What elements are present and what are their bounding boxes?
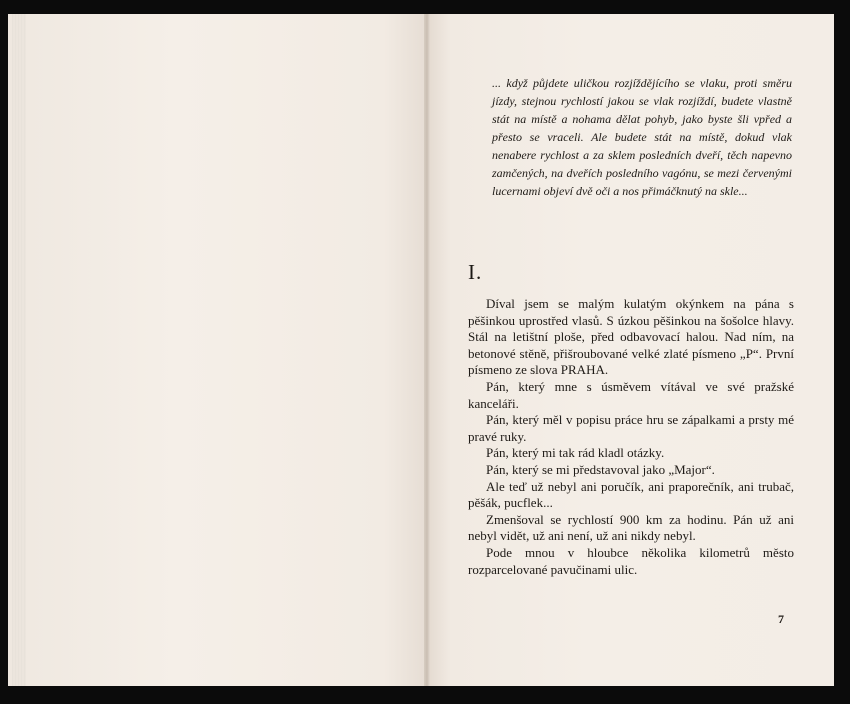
page-number: 7	[778, 612, 784, 626]
left-page	[8, 14, 426, 686]
paragraph: Ale teď už nebyl ani poručík, ani praporečník, ani trubač, pěšák, pucflek...	[468, 478, 794, 511]
paragraph: Zmenšoval se rychlostí 900 km za hodinu. Pán už ani nebyl vidět, už ani není, už ani nikdy nebyl.	[468, 511, 794, 544]
paragraph: Pán, který mne s úsměvem vítával ve své pražské kanceláři.	[468, 378, 794, 411]
paragraph: Pán, který měl v popisu práce hru se zápalkami a prsty mé pravé ruky.	[468, 412, 794, 444]
paragraph: Pán, který se mi představoval jako „Major“.	[486, 461, 715, 477]
gutter	[424, 14, 430, 686]
page-edges	[12, 14, 26, 686]
epigraph: ... když půjdete uličkou rozjíždějícího se vlaku, proti směru jízdy, stejnou rychlostí jakou se vlak rozjíždí, budete vlastně stát na místě a nohama dělat pohyb, jako byste šli vpřed a přesto se vraceli. Ale budete stát na místě, dokud vlak nenabere rychlost a za sklem posledních dveří, těch napevno zamčených, na dveřích posledního vagónu, se mezi červenými lucernami objeví dvě oči a nos přimáčknutý na skle...	[492, 76, 792, 198]
right-page	[426, 14, 834, 686]
paragraph: Díval jsem se malým kulatým okýnkem na pána s pěšinkou uprostřed vlasů. S úzkou pěšinkou na šošolce hlavy. Stál na letištní ploše, před odbavovací halou. Nad ním, na betonové stěně, přišroubované velké zlaté písmeno „P“. První písmeno ze slova PRAHA.	[468, 296, 794, 378]
book-spread	[8, 14, 834, 686]
paragraph: Pode mnou v hloubce několika kilometrů město rozparcelované pavučinami ulic.	[468, 544, 794, 577]
paragraph: Pán, který mi tak rád kladl otázky.	[486, 445, 665, 461]
chapter-number: I.	[468, 260, 483, 284]
body-text	[468, 296, 794, 578]
